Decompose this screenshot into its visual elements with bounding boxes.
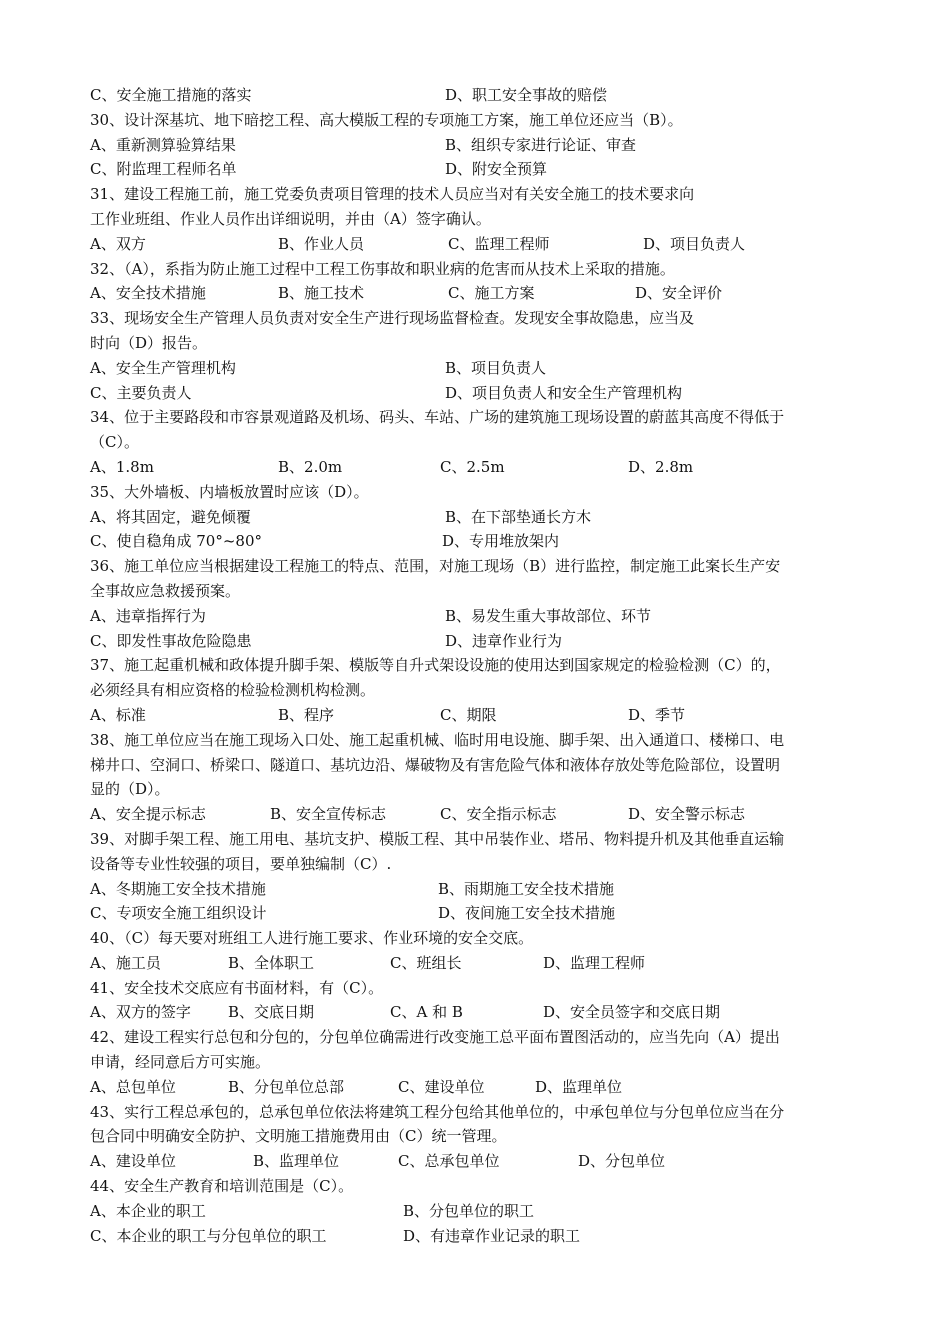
answer-options-row	[90, 133, 870, 158]
question-text-line: （C）。	[90, 433, 139, 452]
answer-option: B、组织专家进行论证、审查	[445, 135, 637, 154]
answer-option: C、即发性事故危险隐患	[90, 631, 252, 650]
answer-options-row	[90, 1199, 870, 1224]
answer-option: C、班组长	[390, 953, 462, 972]
answer-option: B、2.0m	[278, 457, 343, 476]
answer-options-row	[90, 356, 870, 381]
answer-option: A、冬期施工安全技术措施	[90, 879, 266, 898]
answer-option: A、重新测算验算结果	[90, 135, 236, 154]
answer-options-row	[90, 455, 870, 480]
answer-option: C、A 和 B	[390, 1003, 463, 1022]
answer-option: B、项目负责人	[445, 358, 547, 377]
answer-option: D、季节	[628, 705, 686, 724]
answer-options-row	[90, 901, 870, 926]
answer-option: C、本企业的职工与分包单位的职工	[90, 1226, 327, 1245]
answer-option: D、有违章作业记录的职工	[403, 1226, 581, 1245]
answer-option: D、附安全预算	[445, 160, 548, 179]
answer-option: D、监理单位	[535, 1077, 623, 1096]
question-text-line: 设备等专业性较强的项目，要单独编制（C）.	[90, 854, 392, 873]
answer-options-row	[90, 951, 870, 976]
answer-option: A、将其固定，避免倾覆	[90, 507, 251, 526]
answer-option: A、1.8m	[90, 457, 154, 476]
answer-option: D、监理工程师	[543, 953, 646, 972]
answer-option: B、全体职工	[228, 953, 315, 972]
answer-option: C、专项安全施工组织设计	[90, 904, 267, 923]
answer-option: A、双方的签字	[90, 1003, 191, 1022]
answer-option: B、分包单位的职工	[403, 1201, 535, 1220]
answer-option: D、夜间施工安全技术措施	[438, 904, 616, 923]
answer-option: A、双方	[90, 234, 146, 253]
answer-options-row	[90, 281, 870, 306]
answer-option: A、建设单位	[90, 1152, 176, 1171]
question-text-line: 35、大外墙板、内墙板放置时应该（D）。	[90, 482, 369, 501]
answer-option: A、违章指挥行为	[90, 606, 206, 625]
answer-option: D、违章作业行为	[445, 631, 563, 650]
answer-option: C、期限	[440, 705, 497, 724]
question-text-line: 43、实行工程总承包的，总承包单位依法将建筑工程分包给其他单位的，中承包单位与分包单位应当在分	[90, 1102, 785, 1121]
answer-option: C、附监理工程师名单	[90, 160, 237, 179]
question-text-line: 41、安全技术交底应有书面材料，有（C）。	[90, 978, 384, 997]
question-text-line: 包合同中明确安全防护、文明施工措施费用由（C）统一管理。	[90, 1127, 507, 1146]
question-text-line: 工作业班组、作业人员作出详细说明，并由（A）签字确认。	[90, 209, 491, 228]
answer-option: C、安全指示标志	[440, 805, 557, 824]
question-text-line: 42、建设工程实行总包和分包的，分包单位确需进行改变施工总平面布置图活动的，应当先向（A）提出	[90, 1028, 780, 1047]
question-text-line: 30、设计深基坑、地下暗挖工程、高大模版工程的专项施工方案，施工单位还应当（B）。	[90, 110, 683, 129]
answer-option: B、施工技术	[278, 284, 365, 303]
answer-option: C、2.5m	[440, 457, 505, 476]
question-text-line: 32、（A），系指为防止施工过程中工程工伤事故和职业病的危害而从技术上采取的措施。	[90, 259, 675, 278]
answer-options-row	[90, 629, 870, 654]
answer-option: D、2.8m	[628, 457, 694, 476]
answer-option: C、使自稳角成 70°~80°	[90, 532, 262, 551]
answer-options-row	[90, 1149, 870, 1174]
answer-option: C、总承包单位	[398, 1152, 500, 1171]
question-text-line: 31、建设工程施工前，施工党委负责项目管理的技术人员应当对有关安全施工的技术要求向	[90, 185, 695, 204]
answer-option: C、监理工程师	[448, 234, 550, 253]
question-text-line: 34、位于主要路段和市容景观道路及机场、码头、车站、广场的建筑施工现场设置的蔚蓝其高度不得低于	[90, 408, 785, 427]
answer-option: B、安全宣传标志	[270, 805, 387, 824]
answer-options-row	[90, 604, 870, 629]
question-text-line: 必须经具有相应资格的检验检测机构检测。	[90, 681, 376, 700]
answer-option: A、标准	[90, 705, 146, 724]
answer-option: D、安全员签字和交底日期	[543, 1003, 721, 1022]
question-text-line: 39、对脚手架工程、施工用电、基坑支护、模版工程、其中吊装作业、塔吊、物料提升机及其他垂直运输	[90, 829, 785, 848]
question-text-line: 时向（D）报告。	[90, 333, 208, 352]
answer-option: B、分包单位总部	[228, 1077, 345, 1096]
answer-options-row	[90, 83, 870, 108]
question-text-line: 38、施工单位应当在施工现场入口处、施工起重机械、临时用电设施、脚手架、出入通道口、楼梯口、电	[90, 730, 785, 749]
answer-option: C、主要负责人	[90, 383, 192, 402]
question-text-line: 全事故应急救援预案。	[90, 581, 241, 600]
answer-options-row	[90, 703, 870, 728]
answer-option: D、职工安全事故的赔偿	[445, 86, 608, 104]
answer-option: B、程序	[278, 705, 335, 724]
answer-option: B、易发生重大事故部位、环节	[445, 606, 652, 625]
answer-options-row	[90, 1224, 870, 1249]
answer-option: C、建设单位	[398, 1077, 485, 1096]
answer-option: D、安全警示标志	[628, 805, 746, 824]
answer-option: A、安全提示标志	[90, 805, 206, 824]
answer-option: C、施工方案	[448, 284, 535, 303]
answer-options-row	[90, 877, 870, 902]
question-text-line: 申请，经同意后方可实施。	[90, 1053, 271, 1072]
answer-option: D、专用堆放架内	[442, 532, 560, 551]
answer-option: B、作业人员	[278, 234, 365, 253]
answer-options-row	[90, 505, 870, 530]
answer-option: B、交底日期	[228, 1003, 315, 1022]
question-text-line: 33、现场安全生产管理人员负责对安全生产进行现场监督检查。发现安全事故隐患，应当及	[90, 309, 695, 328]
question-text-line: 40、（C）每天要对班组工人进行施工要求、作业环境的安全交底。	[90, 929, 534, 948]
answer-option: B、在下部垫通长方木	[445, 507, 592, 526]
question-text-line: 显的（D）。	[90, 780, 170, 799]
answer-option: A、本企业的职工	[90, 1201, 206, 1220]
answer-options-row	[90, 232, 870, 257]
answer-option: A、安全技术措施	[90, 284, 206, 303]
answer-option: A、施工员	[90, 953, 161, 972]
answer-options-row	[90, 1075, 870, 1100]
answer-option: D、项目负责人	[643, 234, 746, 253]
answer-option: C、安全施工措施的落实	[90, 86, 252, 104]
answer-option: D、安全评价	[635, 284, 723, 303]
answer-options-row	[90, 381, 870, 406]
answer-options-row	[90, 1000, 870, 1025]
question-text-line: 37、施工起重机械和政体提升脚手架、模版等自升式架设设施的使用达到国家规定的检验检测（C）的，	[90, 656, 781, 675]
answer-option: D、项目负责人和安全生产管理机构	[445, 383, 683, 402]
answer-options-row	[90, 157, 870, 182]
question-text-line: 梯井口、空洞口、桥梁口、隧道口、基坑边沿、爆破物及有害危险气体和液体存放处等危险部位，设置明	[90, 755, 781, 774]
answer-option: D、分包单位	[578, 1152, 666, 1171]
answer-option: B、监理单位	[253, 1152, 340, 1171]
question-text-line: 44、安全生产教育和培训范围是（C）。	[90, 1177, 354, 1196]
answer-options-row	[90, 529, 870, 554]
answer-option: A、总包单位	[90, 1077, 176, 1096]
document-page	[90, 83, 870, 1248]
question-text-line: 36、施工单位应当根据建设工程施工的特点、范围，对施工现场（B）进行监控，制定施工此案长生产安	[90, 557, 781, 576]
answer-option: A、安全生产管理机构	[90, 358, 236, 377]
answer-option: B、雨期施工安全技术措施	[438, 879, 615, 898]
answer-options-row	[90, 802, 870, 827]
